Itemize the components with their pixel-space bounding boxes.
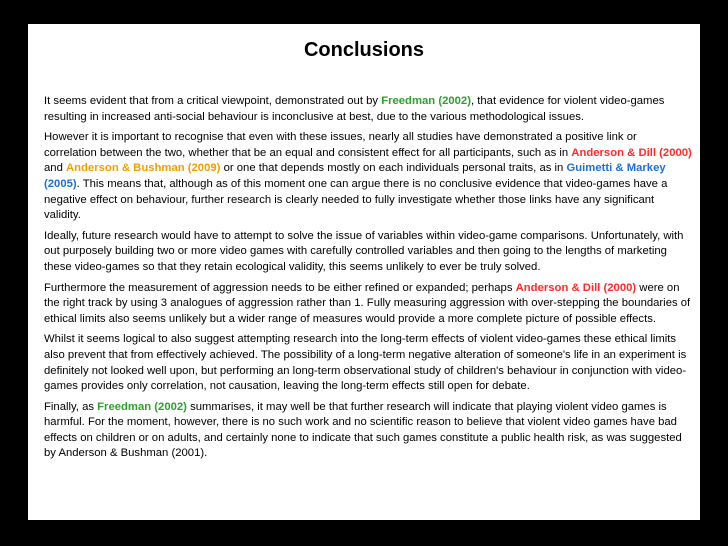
citation-reference: Anderson & Bushman (2009): [66, 162, 221, 175]
paragraph-text: Ideally, future research would have to attempt to solve the issue of variables within video-game comparisons. Unfortunately, with out purposely building two or more video games with carefully controlled variables and then going to the lengths of marketing these video-games so that they retain ecological validity, this seems unlikely to ever be truly solved.: [44, 229, 684, 273]
paragraph-5: [44, 332, 692, 394]
citation-reference: Freedman (2002): [381, 95, 471, 107]
paragraph-3: [44, 229, 692, 276]
paragraph-text: were on the right track by using 3 analogues of aggression rather than 1. Fully measuring aggression with over-stepping the boundaries of ethical limits also seems unlikely but a wider range of measures would provide a more complete picture of possible effects.: [44, 281, 691, 325]
paragraph-text: Whilst it seems logical to also suggest attempting research into the long-term effects of violent video-games these ethical limits also prevent that from effectively achieved. The possibility of a long-term negative alteration of someone's life in an experiment is definitely not looked well upon, but performing an long-term observational study of children's behaviour in conjunction with video-games provides only correlation, not causation, leaving the long-term effects still open for debate.: [44, 333, 687, 393]
slide-page: [28, 24, 700, 520]
slide-body: [44, 94, 692, 467]
paragraph-6: [44, 400, 692, 462]
paragraph-2: [44, 130, 692, 224]
citation-reference: Anderson & Dill (2000): [515, 281, 637, 294]
paragraph-text: However it is important to recognise that even with these issues, nearly all studies have demonstrated a positive link or correlation between the two, whether that be an equal and consistent effect for all participants, such as in: [44, 131, 637, 159]
paragraph-text: . This means that, although as of this moment one can argue there is no conclusive evidence that video-games have a negative effect on behaviour, further research is clearly needed to fully investigate whether those links have any significant validity.: [44, 177, 668, 222]
citation-reference: Freedman (2002): [97, 400, 187, 413]
paragraph-text: summarises, it may well be that further research will indicate that playing violent video games is harmful. For the moment, however, there is no such work and no scientific reason to believe that violent video games have bad effects on children or on adults, and certainly none to indicate that such games constitute a public health risk, as was suggested by Anderson & Bushman (2001).: [44, 400, 682, 460]
paragraph-4: [44, 281, 692, 328]
paragraph-text: and: [44, 162, 66, 175]
paragraph-text: , that evidence for violent video-games resulting in increased anti-social behaviour is inconclusive at best, due to the various methodological issues.: [44, 95, 665, 123]
paragraph-text: Furthermore the measurement of aggression needs to be either refined or expanded; perhaps: [44, 281, 516, 294]
paragraph-text: or one that depends mostly on each individuals personal traits, as in: [220, 162, 567, 175]
slide-title: Conclusions: [303, 39, 424, 61]
citation-reference: Anderson & Dill (2000): [571, 146, 692, 159]
paragraph-1: [44, 94, 692, 125]
paragraph-text: Finally, as: [44, 400, 98, 413]
paragraph-text: It seems evident that from a critical viewpoint, demonstrated out by: [44, 95, 382, 107]
citation-reference: Guimetti & Markey (2005): [44, 162, 666, 190]
